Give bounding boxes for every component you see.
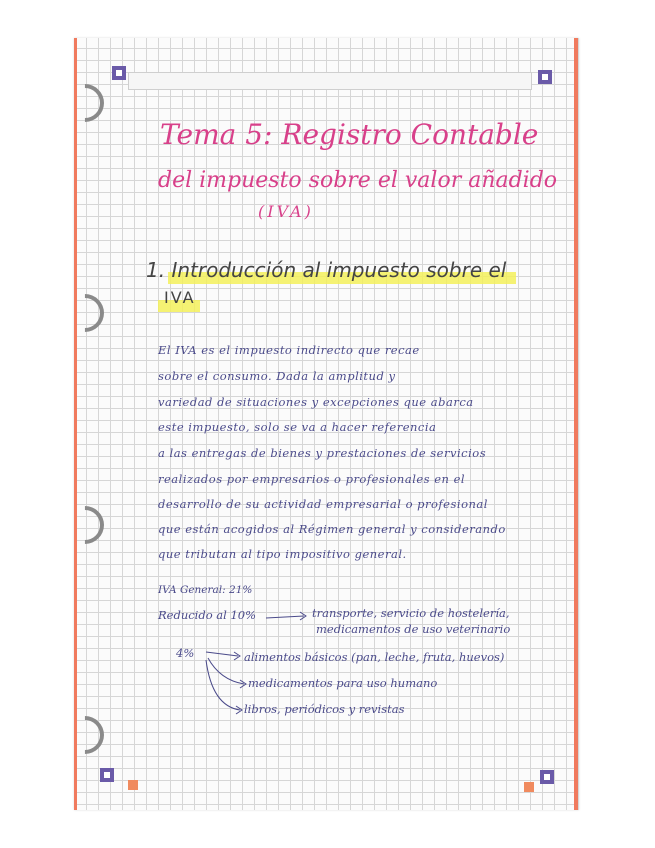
paragraph-line: que tributan al tipo impositivo general. — [158, 547, 407, 561]
iva-superreducido-label: 4% — [176, 646, 195, 660]
iva-reducido-items: transporte, servicio de hostelería, — [312, 606, 510, 620]
arrow-icon — [206, 660, 240, 710]
paragraph-line: El IVA es el impuesto indirecto que recae — [158, 343, 420, 357]
iva-superreducido-item: libros, periódicos y revistas — [244, 702, 405, 716]
section-title-cont: IVA — [164, 288, 196, 307]
page-subtitle: del impuesto sobre el valor añadido — [158, 168, 558, 193]
iva-reducido-label: Reducido al 10% — [158, 608, 257, 622]
page-subtitle-acronym: (IVA) — [258, 202, 314, 221]
arrow-icon — [266, 616, 304, 618]
paragraph-line: a las entregas de bienes y prestaciones de servicios — [158, 446, 487, 460]
iva-superreducido-item: alimentos básicos (pan, leche, fruta, huevos) — [244, 650, 505, 664]
paragraph-line: sobre el consumo. Dada la amplitud y — [158, 369, 396, 383]
iva-reducido-items: medicamentos de uso veterinario — [316, 622, 511, 636]
paragraph-line: variedad de situaciones y excepciones que abarca — [158, 395, 474, 409]
paragraph-line: desarrollo de su actividad empresarial o profesional — [158, 497, 488, 511]
iva-general-note: IVA General: 21% — [158, 584, 253, 596]
paragraph-line: realizados por empresarios o profesionales en el — [158, 472, 466, 486]
page-title: Tema 5: Registro Contable — [160, 118, 539, 151]
paragraph-line: que están acogidos al Régimen general y considerando — [158, 522, 506, 536]
arrow-icon — [208, 658, 244, 684]
section-title: 1. Introducción al impuesto sobre el — [146, 258, 507, 282]
paragraph-line: este impuesto, solo se va a hacer referencia — [158, 420, 437, 434]
iva-superreducido-item: medicamentos para uso humano — [248, 676, 438, 690]
arrow-icon — [206, 652, 238, 656]
